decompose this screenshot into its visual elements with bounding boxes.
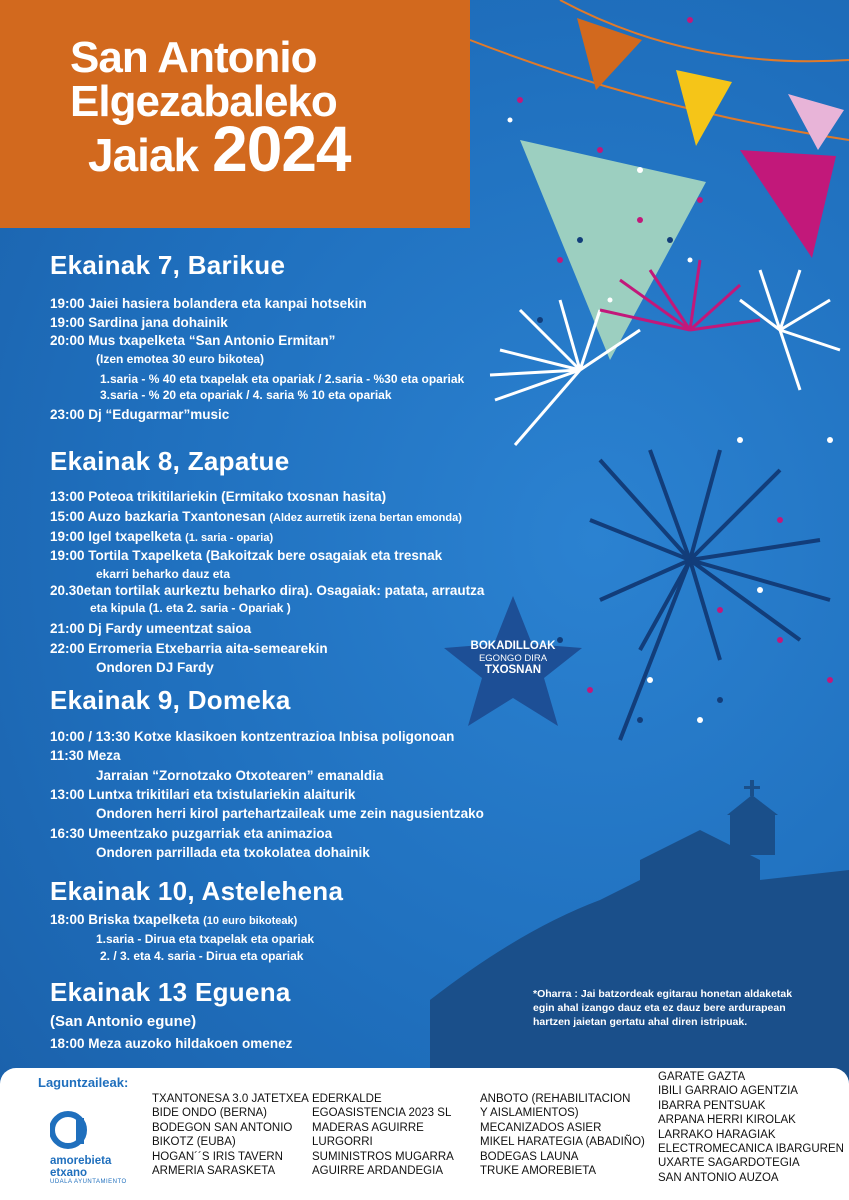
event-sub: 2. / 3. eta 4. saria - Dirua eta opariak — [100, 949, 304, 963]
chapel-roof — [727, 795, 778, 815]
sponsor-column-4 — [658, 1070, 844, 1185]
event-sub: 3.saria - % 20 eta opariak / 4. saria % 10 eta opariak — [100, 388, 392, 402]
poster-title — [70, 33, 351, 185]
amorebieta-logo-icon — [50, 1110, 90, 1150]
event-text: 15:00 Auzo bazkaria Txantonesan — [50, 509, 266, 524]
sponsor-name: SUMINISTROS MUGARRA — [312, 1150, 454, 1163]
sponsor-name: AGUIRRE ARDANDEGIA — [312, 1165, 443, 1178]
event-line: 19:00 Jaiei hasiera bolandera eta kanpai hotsekin — [50, 296, 367, 311]
event-line: 10:00 / 13:30 Kotxe klasikoen kontzentrazioa Inbisa poligonoan — [50, 729, 455, 744]
event-line: Jarraian “Zornotzako Otxotearen” emanaldia — [96, 768, 384, 783]
event-note: (Aldez aurretik izena bertan emonda) — [269, 512, 462, 524]
sponsor-name: Y AISLAMIENTOS) — [480, 1107, 579, 1120]
title-line2: Elgezabaleko — [70, 77, 337, 126]
logo-line1: amorebieta — [50, 1155, 112, 1167]
sponsor-name: SAN ANTONIO AUZOA — [658, 1171, 779, 1184]
event-line: 13:00 Poteoa trikitilariekin (Ermitako txosnan hasita) — [50, 489, 387, 504]
stars — [457, 17, 833, 693]
flag-magenta — [740, 150, 836, 258]
sponsor-name: LURGORRI — [312, 1136, 373, 1149]
event-sub: (Izen emotea 30 euro bikotea) — [96, 352, 265, 366]
event-line — [50, 529, 273, 544]
event-sub: ekarri beharko dauz eta — [96, 567, 231, 581]
flag-pink — [788, 94, 844, 150]
day-heading: Ekainak 13 Eguena — [50, 977, 291, 1007]
firework-navy — [590, 450, 830, 740]
council-logo — [50, 1110, 140, 1185]
event-line: (San Antonio egune) — [50, 1013, 197, 1030]
sponsor-name: IBILI GARRAIO AGENTZIA — [658, 1085, 798, 1098]
sponsor-name: MADERAS AGUIRRE — [312, 1121, 424, 1134]
sponsor-name: IBARRA PENTSUAK — [658, 1099, 766, 1112]
event-line: Ondoren DJ Fardy — [96, 660, 214, 675]
sponsor-name: HOGAN´´S IRIS TAVERN — [152, 1150, 283, 1163]
event-line — [50, 509, 462, 524]
sponsor-name: ELECTROMECANICA IBARGUREN — [658, 1143, 844, 1156]
sponsor-column-2 — [312, 1092, 454, 1178]
title-year: 2024 — [212, 113, 351, 185]
badge-line1: BOKADILLOAK — [470, 640, 556, 652]
title-line3 — [88, 113, 351, 185]
event-sub: 1.saria - Dirua eta txapelak eta opariak — [96, 932, 315, 946]
event-line: 11:30 Meza — [50, 748, 121, 763]
event-line: 23:00 Dj “Edugarmar”music — [50, 407, 230, 422]
sponsors-footer — [0, 1068, 849, 1200]
flag-orange — [577, 18, 642, 90]
sponsor-name: MECANIZADOS ASIER — [480, 1121, 602, 1134]
sponsor-name: TRUKE AMOREBIETA — [480, 1165, 597, 1178]
title-line1: San Antonio — [70, 33, 317, 82]
event-line: 19:00 Sardina jana dohainik — [50, 315, 228, 330]
chapel-hill — [430, 830, 849, 1080]
event-line — [50, 912, 297, 927]
sponsor-name: BIDE ONDO (BERNA) — [152, 1107, 268, 1120]
event-line: 20:00 Mus txapelketa “San Antonio Ermitan” — [50, 333, 336, 348]
sponsor-name: LARRAKO HARAGIAK — [658, 1128, 776, 1141]
sponsor-name: EGOASISTENCIA 2023 SL — [312, 1107, 452, 1120]
day-heading: Ekainak 8, Zapatue — [50, 446, 290, 476]
sponsor-name: BODEGAS LAUNA — [480, 1150, 579, 1163]
event-note: (10 euro bikoteak) — [203, 915, 298, 927]
sponsor-name: BIKOTZ (EUBA) — [152, 1136, 236, 1149]
sponsor-column-3 — [480, 1092, 645, 1178]
disclaimer-note: *Oharra : Jai batzordeak egitarau honetan aldaketak egin ahal izango dauz eta ez dauz bere ardurapean hartzen jaietan gertatu ahal diren istripuak. — [533, 988, 793, 1028]
day-heading: Ekainak 10, Astelehena — [50, 876, 344, 906]
logo-line3: UDALA AYUNTAMIENTO — [50, 1179, 127, 1185]
event-line: 22:00 Erromeria Etxebarria aita-semearekin — [50, 641, 328, 656]
sponsor-name: UXARTE SAGARDOTEGIA — [658, 1157, 800, 1170]
day-heading: Ekainak 7, Barikue — [50, 250, 286, 280]
chapel-belfry — [730, 815, 775, 855]
sponsor-name: ANBOTO (REHABILITACION — [480, 1093, 631, 1105]
event-sub: eta kipula (1. eta 2. saria - Opariak ) — [90, 601, 291, 615]
day-heading: Ekainak 9, Domeka — [50, 685, 291, 715]
sponsor-name: MIKEL HARATEGIA (ABADIÑO) — [480, 1136, 645, 1149]
event-line: 16:30 Umeentzako puzgarriak eta animazioa — [50, 826, 333, 841]
event-line: Ondoren parrillada eta txokolatea dohainik — [96, 845, 370, 860]
bunting-string-2 — [470, 40, 849, 140]
sponsor-name: GARATE GAZTA — [658, 1071, 746, 1083]
event-sub: 1.saria - % 40 eta txapelak eta opariak / 2.saria - %30 eta opariak — [100, 372, 465, 386]
sponsor-name: TXANTONESA 3.0 JATETXEA — [152, 1093, 309, 1105]
event-line: Ondoren herri kirol partehartzaileak ume zein nagusientzako — [96, 806, 484, 821]
sponsor-name: ARPANA HERRI KIROLAK — [658, 1114, 796, 1127]
event-text: 19:00 Igel txapelketa — [50, 529, 182, 544]
sponsor-column-1 — [152, 1092, 309, 1178]
sponsors-title: Laguntzaileak: — [38, 1075, 129, 1090]
sponsor-name: EDERKALDE — [312, 1093, 382, 1105]
title-jaiak: Jaiak — [88, 129, 199, 181]
event-note: (1. saria - oparia) — [185, 532, 274, 544]
logo-line2: etxano — [50, 1167, 88, 1179]
badge-line3: TXOSNAN — [484, 664, 542, 676]
event-line: 19:00 Tortila Txapelketa (Bakoitzak bere osagaiak eta tresnak — [50, 548, 443, 563]
event-line: 20.30etan tortilak aurkeztu beharko dira). Osagaiak: patata, arrautza — [50, 583, 485, 598]
event-text: 18:00 Briska txapelketa — [50, 912, 200, 927]
event-line: 21:00 Dj Fardy umeentzat saioa — [50, 621, 252, 636]
badge-line2: EGONGO DIRA — [478, 653, 548, 664]
event-line: 13:00 Luntxa trikitilari eta txistulariekin alaiturik — [50, 787, 356, 802]
event-line: 18:00 Meza auzoko hildakoen omenez — [50, 1036, 293, 1051]
firework-white-2 — [740, 270, 840, 390]
sponsor-name: ARMERIA SARASKETA — [152, 1165, 276, 1178]
sponsor-name: BODEGON SAN ANTONIO — [152, 1121, 293, 1134]
